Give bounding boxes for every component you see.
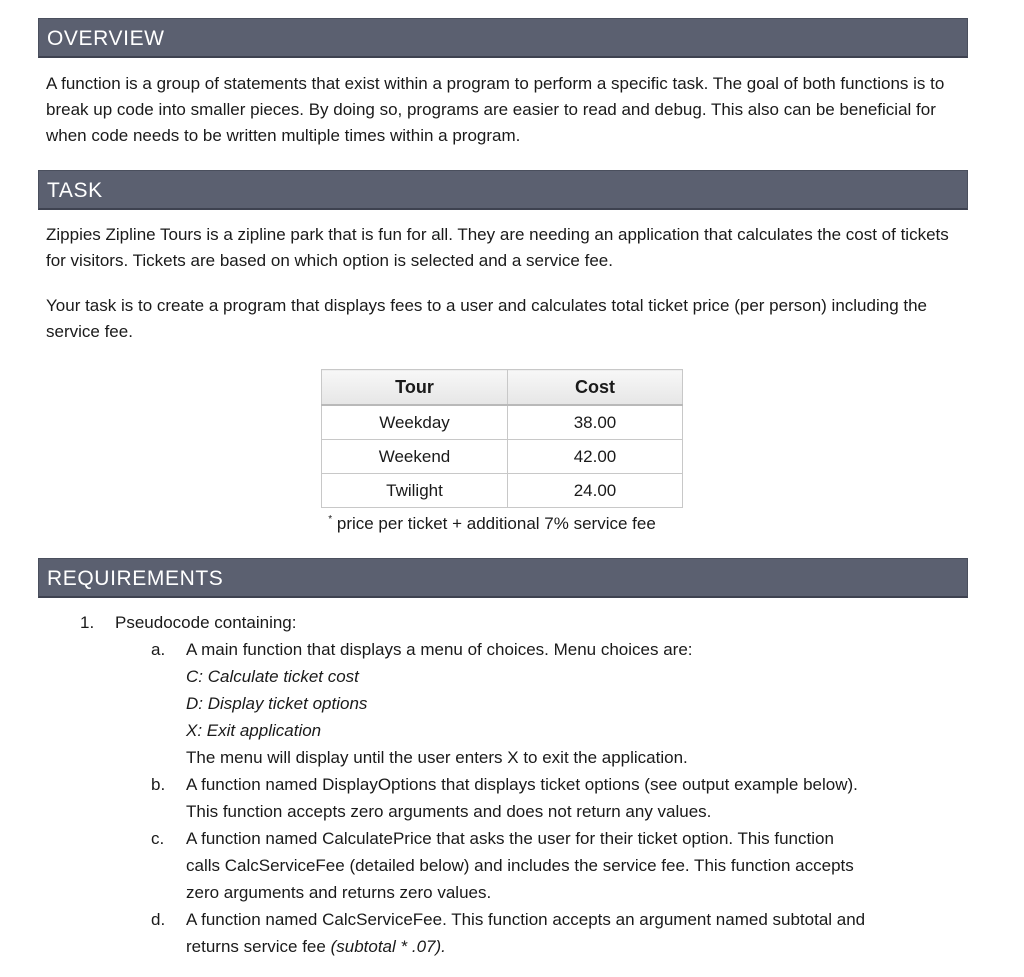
- menu-choice-c: C: Calculate ticket cost: [186, 667, 359, 686]
- tour-cost-table: [321, 369, 683, 508]
- menu-choice-d: D: Display ticket options: [186, 694, 368, 713]
- item-b-line-2: This function accepts zero arguments and does not return any values.: [186, 802, 712, 821]
- footnote-text: price per ticket + additional 7% service fee: [336, 514, 656, 533]
- overview-paragraph: A function is a group of statements that exist within a program to perform a specific task. The goal of both functions is to break up code into smaller pieces. By doing so, programs are easier to read and debug. This also can be beneficial for when code needs to be written multiple times within a program.: [46, 74, 945, 145]
- requirement-sublist: [38, 636, 968, 960]
- list-letter: b.: [151, 775, 166, 794]
- requirement-number: 1.: [80, 613, 95, 632]
- footnote-asterisk: *: [328, 514, 333, 525]
- table-row: [322, 405, 683, 440]
- requirements-heading: REQUIREMENTS: [38, 558, 968, 598]
- task-paragraph-1: Zippies Zipline Tours is a zipline park that is fun for all. They are needing an application that calculates the cost of tickets for visitors. Tickets are based on which option is selected and a service fee.: [46, 225, 949, 270]
- header-tour: Tour: [322, 370, 508, 406]
- document-page: [38, 16, 968, 960]
- item-d-line-2: [186, 933, 968, 960]
- tour-name-cell: Weekday: [322, 405, 508, 440]
- task-paragraph-2: Your task is to create a program that displays fees to a user and calculates total ticket price (per person) including the service fee.: [46, 296, 928, 341]
- table-row: [322, 474, 683, 508]
- tour-cost-cell: 38.00: [508, 405, 683, 440]
- menu-choice-x: X: Exit application: [186, 721, 322, 740]
- item-d-line-2-text: returns service fee: [186, 937, 326, 956]
- list-letter: d.: [151, 910, 166, 929]
- table-header-row: [322, 370, 683, 406]
- tour-name-cell: Twilight: [322, 474, 508, 508]
- requirement-item-1: [38, 609, 968, 960]
- tour-name-cell: Weekend: [322, 440, 508, 474]
- list-item-a: [38, 636, 968, 771]
- item-c-line-2: calls CalcServiceFee (detailed below) and includes the service fee. This function accepts: [186, 856, 854, 875]
- requirements-list: [38, 609, 968, 960]
- service-fee-formula: (subtotal * .07).: [330, 937, 446, 956]
- list-item-b: [38, 771, 968, 825]
- header-cost: Cost: [508, 370, 683, 406]
- item-a-line-1: A main function that displays a menu of choices. Menu choices are:: [186, 640, 693, 659]
- task-heading: TASK: [38, 170, 968, 210]
- tour-cost-cell: 42.00: [508, 440, 683, 474]
- item-d-line-1: A function named CalcServiceFee. This function accepts an argument named subtotal and: [186, 910, 866, 929]
- list-item-c: [38, 825, 968, 906]
- overview-heading: OVERVIEW: [38, 18, 968, 58]
- table-row: [322, 440, 683, 474]
- tour-cost-cell: 24.00: [508, 474, 683, 508]
- tour-cost-table-wrapper: [321, 369, 683, 534]
- table-footnote: [301, 514, 683, 534]
- item-a-line-2: The menu will display until the user enters X to exit the application.: [186, 748, 688, 767]
- list-item-d: [38, 906, 968, 960]
- list-letter: a.: [151, 640, 166, 659]
- list-letter: c.: [151, 829, 165, 848]
- item-c-line-3: zero arguments and returns zero values.: [186, 883, 492, 902]
- requirement-label: Pseudocode containing:: [115, 613, 297, 632]
- item-b-line-1: A function named DisplayOptions that displays ticket options (see output example below).: [186, 775, 858, 794]
- item-c-line-1: A function named CalculatePrice that asks the user for their ticket option. This function: [186, 829, 834, 848]
